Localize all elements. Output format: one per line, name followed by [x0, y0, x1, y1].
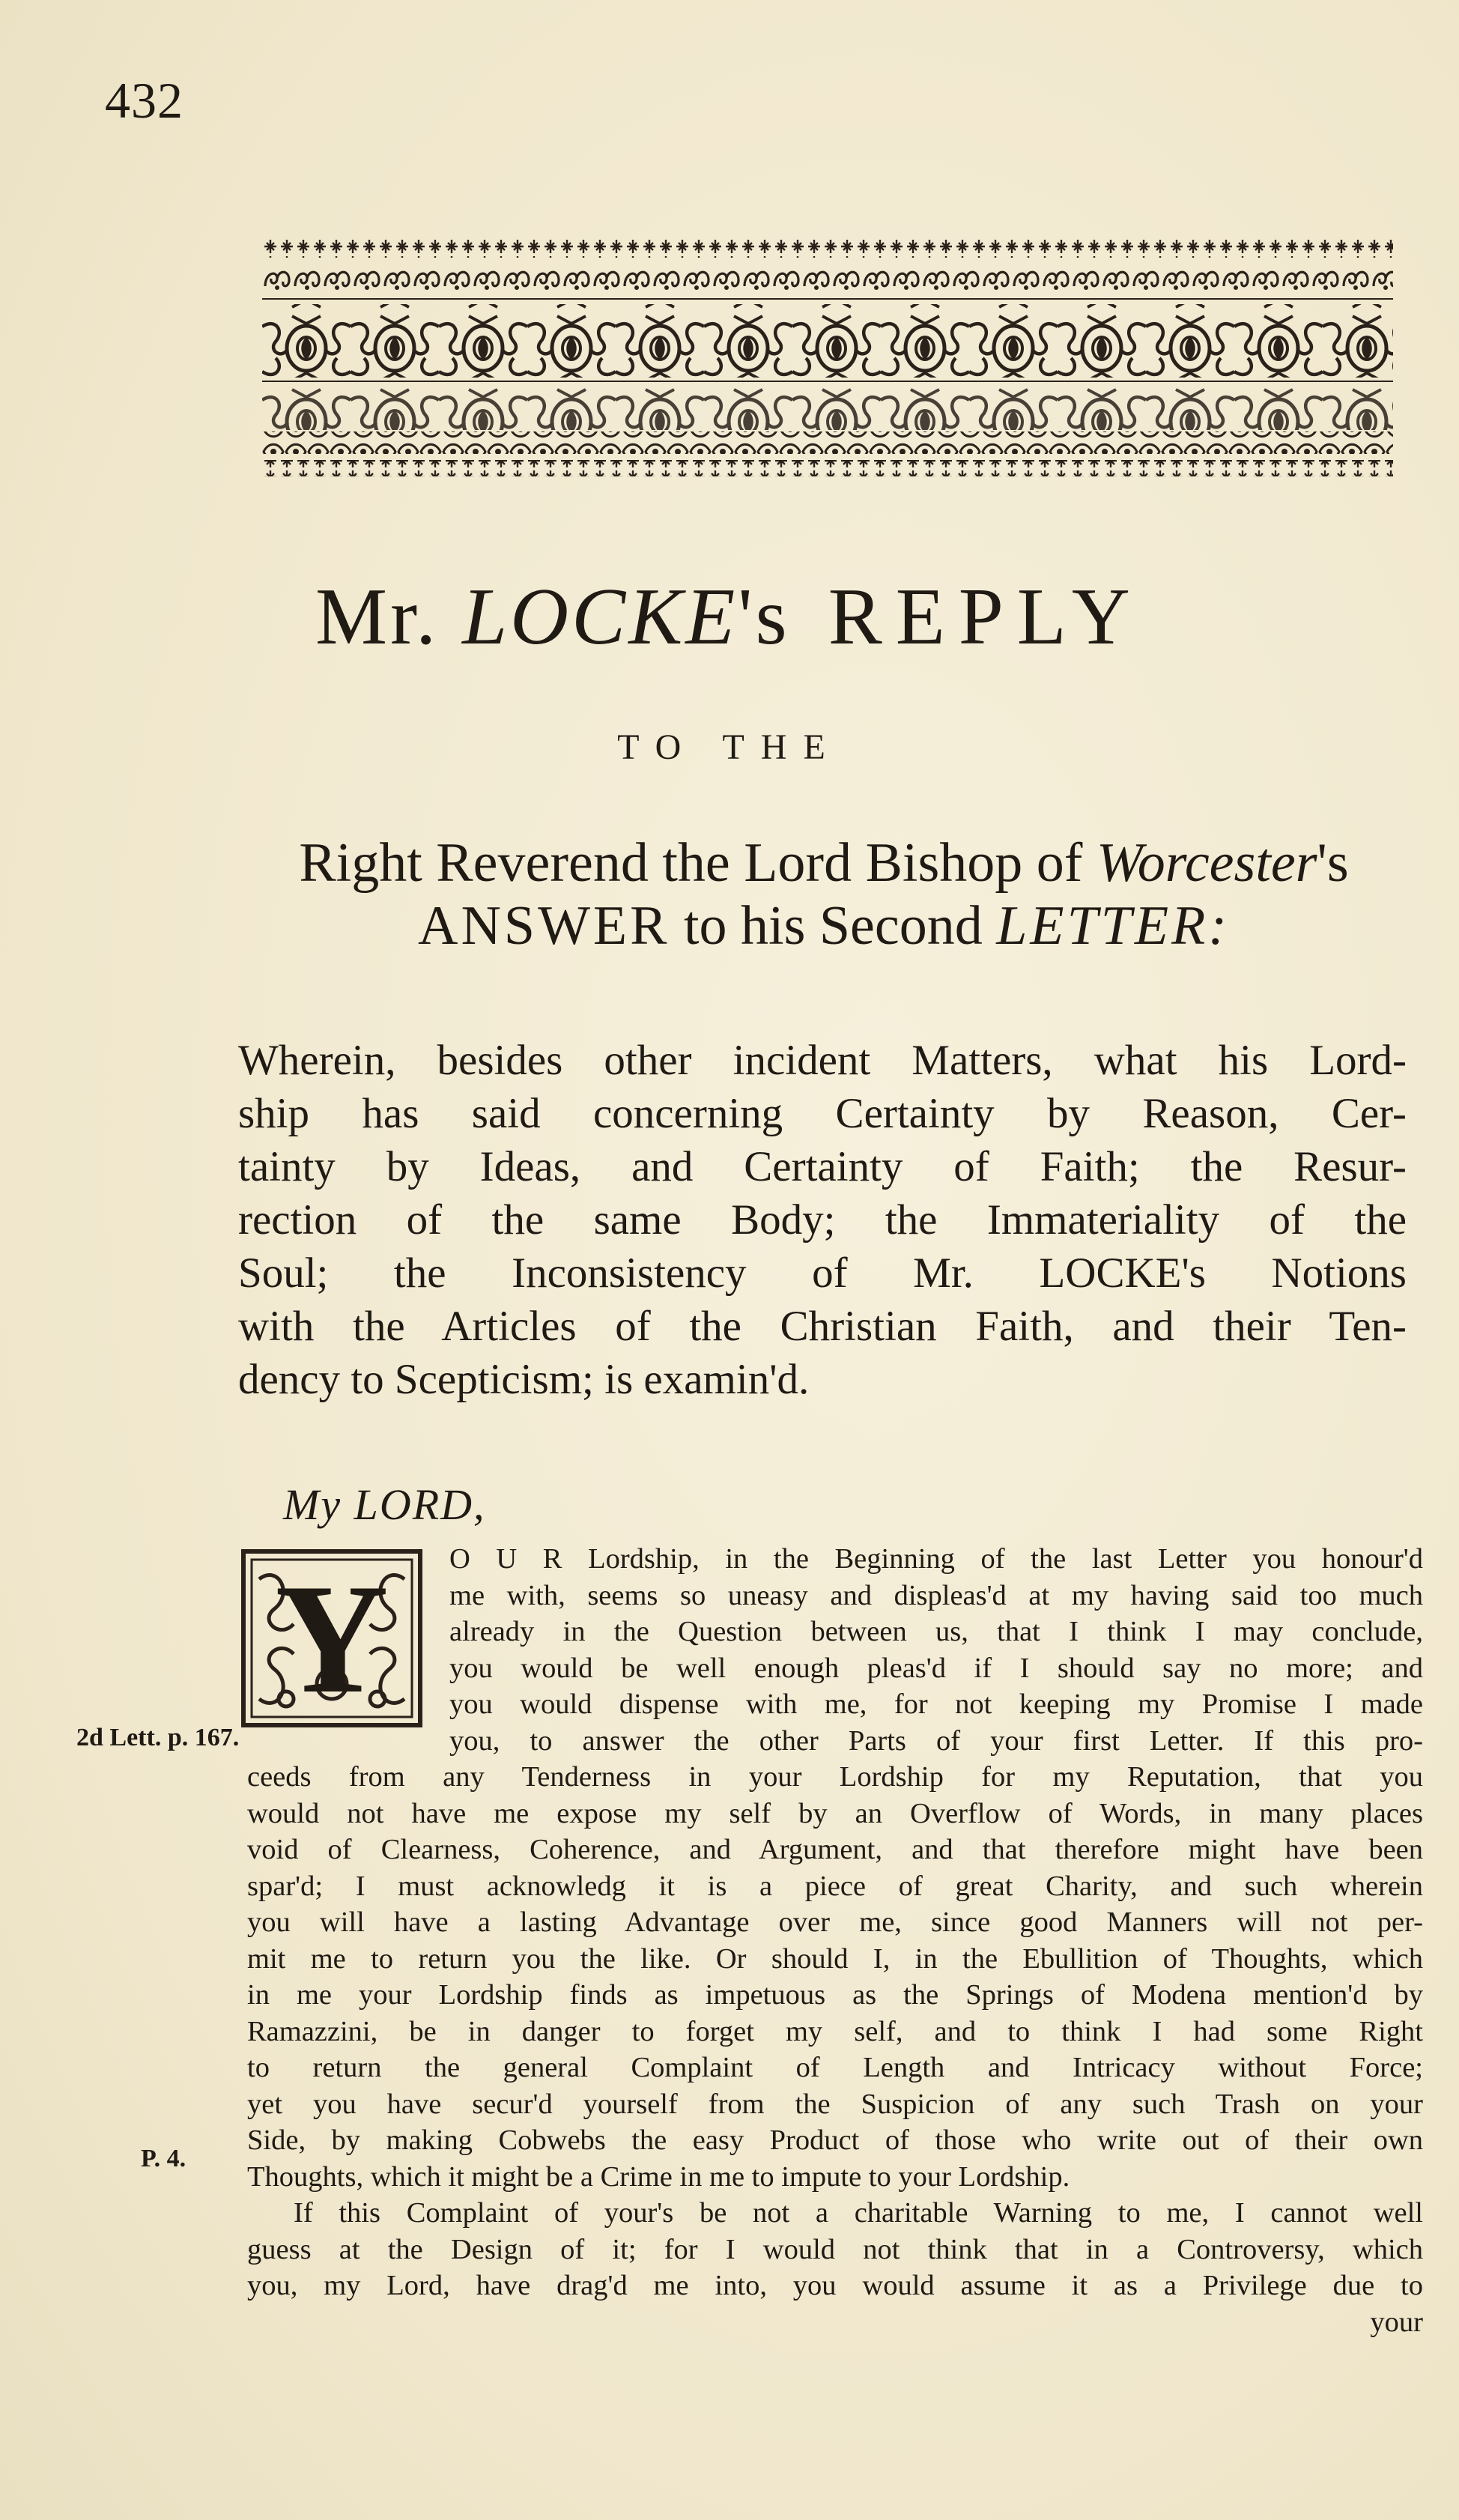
body-line: ceeds from any Tenderness in your Lordship for my Reputation, that you [247, 1761, 1423, 1793]
summary-line: with the Articles of the Christian Faith, and their Ten- [238, 1303, 1407, 1350]
summary-paragraph [238, 1034, 1407, 1406]
body-line: you, to answer the other Parts of your first Letter. If this pro- [449, 1724, 1423, 1757]
to-the-line: TO THE [617, 727, 842, 767]
subtitle-answer: ANSWER [418, 895, 670, 957]
body-line: you would be well enough pleas'd if I should say no more; and [449, 1652, 1423, 1684]
summary-line: dency to Scepticism; is examin'd. [238, 1356, 810, 1403]
salutation: My LORD, [283, 1480, 486, 1529]
catchword: your [1370, 2306, 1423, 2338]
summary-line: Soul; the Inconsistency of Mr. LOCKE's Notions [238, 1250, 1407, 1297]
body-line: me with, seems so uneasy and displeas'd at my having said too much [449, 1579, 1423, 1611]
body-line: already in the Question between us, that I think I may conclude, [449, 1616, 1423, 1647]
subtitle-line-2 [225, 894, 1423, 957]
body-line: spar'd; I must acknowledg it is a piece of great Charity, and such wherein [247, 1870, 1423, 1902]
body-line: mit me to return you the like. Or should I, in the Ebullition of Thoughts, which [247, 1942, 1423, 1975]
summary-line: rection of the same Body; the Immateriality of the [238, 1196, 1407, 1244]
body-line: in me your Lordship finds as impetuous as the Springs of Modena mention'd by [247, 1979, 1423, 2011]
margin-note-2d-lett: 2d Lett. p. 167. [76, 1724, 240, 1751]
body-line: yet you have secur'd yourself from the Suspicion of any such Trash on your [247, 2088, 1423, 2120]
summary-line: Wherein, besides other incident Matters, what his Lord- [238, 1037, 1407, 1084]
body-line: Thoughts, which it might be a Crime in me to impute to your Lordship. [247, 2160, 1070, 2193]
title-name: LOCKE [462, 572, 738, 661]
subtitle [225, 832, 1423, 957]
summary-line: ship has said concerning Certainty by Reason, Cer- [238, 1090, 1407, 1137]
body-line: Side, by making Cobwebs the easy Product of those who write out of their own [247, 2124, 1423, 2156]
body-line: to return the general Complaint of Length and Intricacy without Force; [247, 2052, 1423, 2083]
body-line: If this Complaint of your's be not a charitable Warning to me, I cannot well [294, 2197, 1423, 2229]
body-line: you would dispense with me, for not keeping my Promise I made [449, 1688, 1423, 1720]
subtitle-line-1-text: Right Reverend the Lord Bishop of [299, 832, 1083, 894]
margin-note-p4: P. 4. [141, 2145, 186, 2172]
main-title [0, 572, 1459, 661]
letter-body [247, 1541, 1423, 2340]
svg-text:Y: Y [275, 1552, 389, 1726]
body-line: guess at the Design of it; for I would not think that in a Controversy, which [247, 2233, 1423, 2265]
subtitle-worcester: Worcester [1096, 832, 1317, 894]
body-line: you will have a lasting Advantage over me, since good Manners will not per- [247, 1906, 1423, 1938]
body-line: O U R Lordship, in the Beginning of the last Letter you honour'd [449, 1543, 1423, 1575]
body-line: would not have me expose my self by an Overflow of Words, in many places [247, 1797, 1423, 1829]
ornamental-headpiece [262, 238, 1393, 478]
subtitle-line-2-text: to his Second [683, 895, 983, 957]
subtitle-line-1 [225, 832, 1423, 894]
title-word: REPLY [828, 572, 1144, 661]
subtitle-possessive: 's [1317, 832, 1349, 894]
body-line: Ramazzini, be in danger to forget my self, and to think I had some Right [247, 2015, 1423, 2047]
summary-line: tainty by Ideas, and Certainty of Faith; the Resur- [238, 1143, 1407, 1190]
page-number: 432 [105, 72, 183, 129]
title-suffix: 's [738, 572, 790, 661]
subtitle-letter: LETTER: [996, 895, 1230, 957]
title-prefix: Mr. [315, 572, 440, 661]
body-line: void of Clearness, Coherence, and Argument, and that therefore might have been [247, 1834, 1423, 1865]
body-line: you, my Lord, have drag'd me into, you would assume it as a Privilege due to [247, 2270, 1423, 2301]
